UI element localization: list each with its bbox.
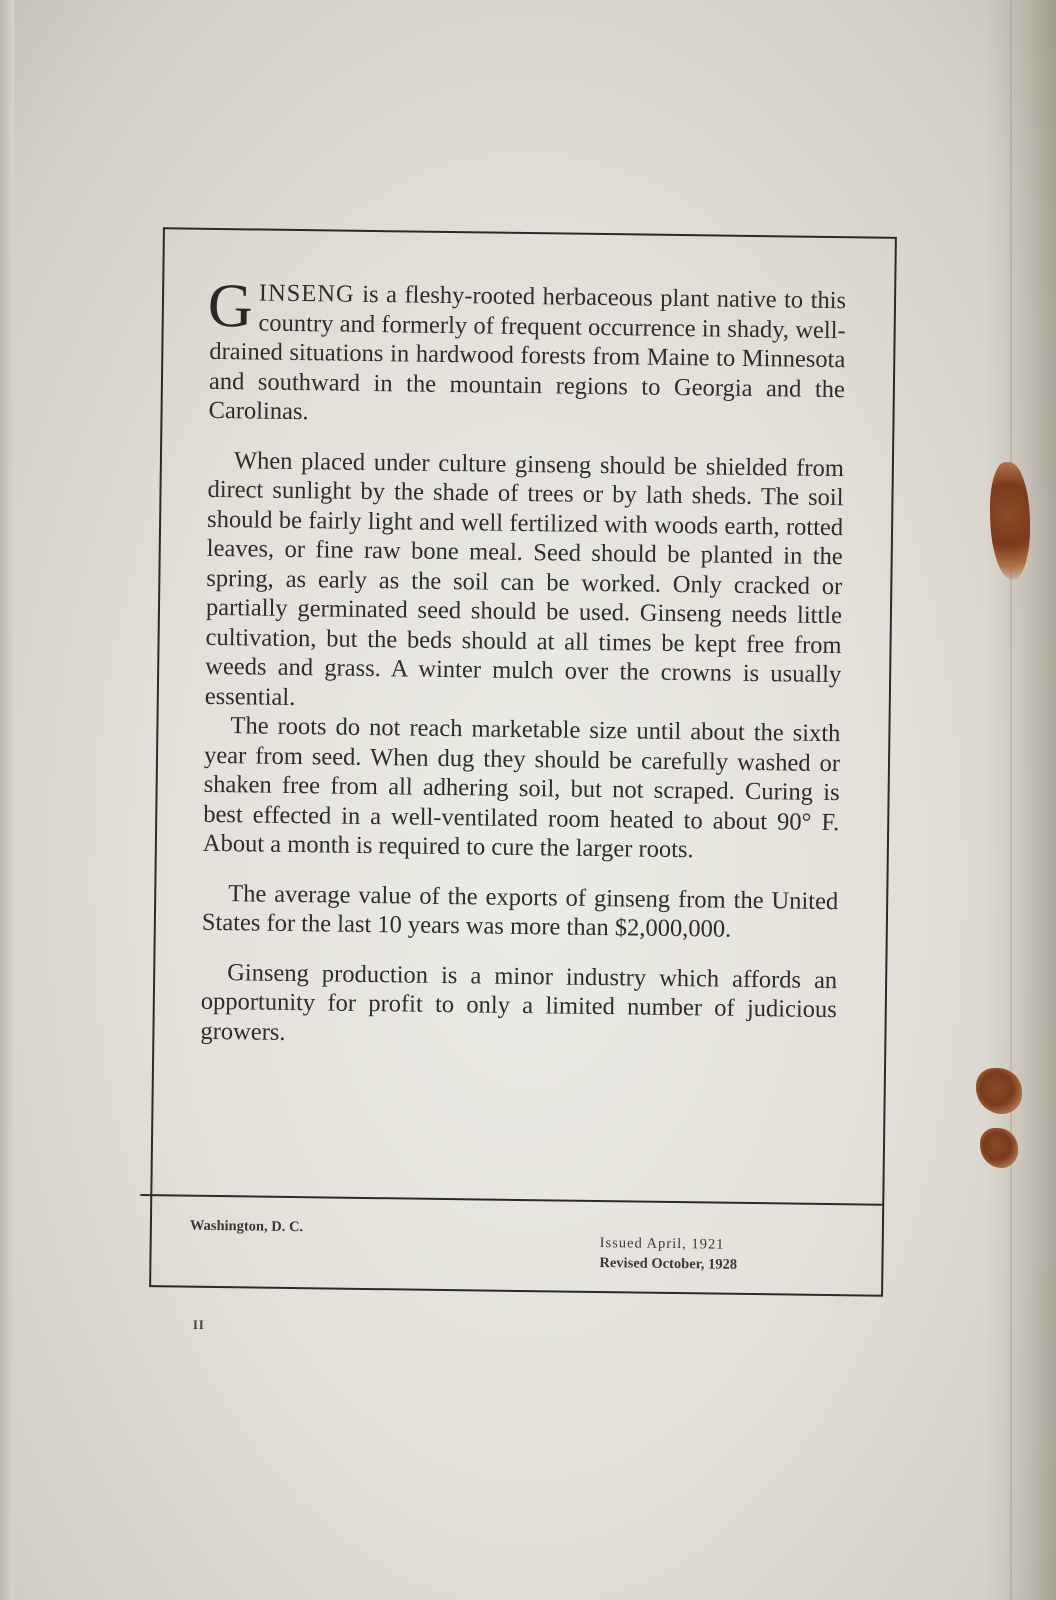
intro-text: is a fleshy-rooted herbaceous plant native to this country and formerly of frequent occurrence in shady, well-drained situations in hardwood forests from Maine to Minnesota and southward in the mountain regions to Georgia and the Carolinas.: [208, 280, 847, 426]
revised-date: Revised October, 1928: [599, 1255, 738, 1273]
paragraph-roots: The roots do not reach marketable size until about the sixth year from seed. When dug they should be carefully washed or shaken free from all adhering soil, but not scraped. Curing is best effected in a well-ventilated room heated to about 90° F. About a month is required to cure the larger roots.: [202, 712, 841, 864]
footer-dates: [599, 1233, 737, 1275]
spine-shadow: [986, 0, 1056, 1600]
intro-lead-word: INSENG: [258, 279, 355, 308]
text-frame: [149, 227, 897, 1297]
issued-date: Issued April, 1921: [599, 1235, 725, 1253]
footer-divider: [140, 1194, 882, 1206]
drop-cap: G: [207, 271, 254, 341]
paragraph-intro: [207, 271, 847, 434]
page-left-edge: [0, 0, 14, 1600]
footer-place: Washington, D. C.: [189, 1217, 304, 1236]
paragraph-exports: The average value of the exports of ginseng from the United States for the last 10 years was more than $2,000,000.: [201, 879, 839, 943]
page-number: II: [193, 1318, 205, 1332]
paragraph-culture: When placed under culture ginseng should be shielded from direct sunlight by the shade of trees or by lath sheds. The soil should be fairly light and well fertilized with woods earth, rotted leaves, or fine raw bone meal. Seed should be planted in the spring, as early as the soil can be worked. Only cracked or partially germinated seed should be used. Ginseng needs little cultivation, but the beds should at all times be kept free from weeds and grass. A winter mulch over the crowns is usually essential.: [204, 446, 845, 711]
paragraph-industry: Ginseng production is a minor industry which affords an opportunity for profit to only a limited number of judicious growers.: [200, 958, 838, 1046]
rust-stain-middle: [976, 1068, 1022, 1114]
body-text: [200, 271, 847, 1074]
